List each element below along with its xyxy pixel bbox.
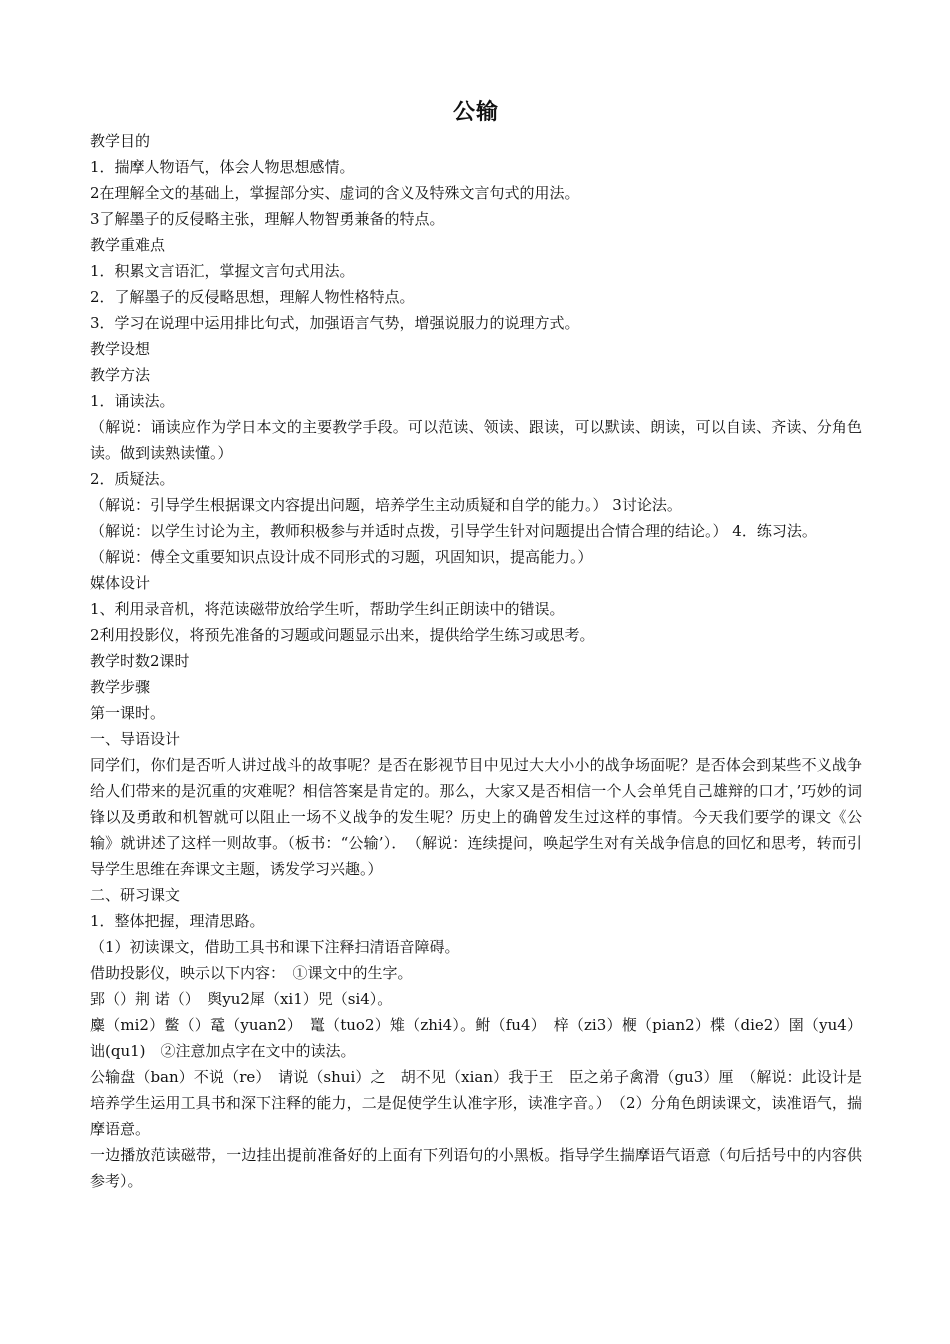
pronunciation-paragraph: 公输盘（ban）不说（re） 请说（shui）之 胡不见（xian）我于王 臣之弟子禽滑（gu3）厘 （解说：此设计是培养学生运用工具书和深下注释的能力，二是促使学生认准字形，读准字音。） （2）分角色朗读课文，读准语气，揣摩语意。 [90, 1068, 862, 1138]
objective-item: 3了解墨子的反侵略主张，理解人物智勇兼备的特点。 [90, 210, 445, 228]
vocabulary-line: 麋（mi2）鳖（）鼋（yuan2） 鼍（tuo2）雉（zhi4）。鲋（fu4） 梓（zi3）楩（pian2）楪（die2）圉（yu4）诎(qu1) ②注意加点字在文中的读法。 [90, 1016, 862, 1060]
step-heading-study: 二、研习课文 [90, 886, 181, 904]
media-item: 2利用投影仪，将预先准备的习题或问题显示出来，提供给学生练习或思考。 [90, 626, 595, 644]
section-heading-methods: 教学方法 [90, 366, 151, 384]
lesson-heading: 第一课时。 [90, 704, 166, 722]
key-point-item: 3．学习在说理中运用排比句式，加强语言气势，增强说服力的说理方式。 [90, 314, 580, 332]
document-title: 公输 [452, 100, 499, 125]
section-heading-objectives: 教学目的 [90, 132, 151, 150]
study-item: 1．整体把握，理清思路。 [90, 912, 265, 930]
projector-note: 借助投影仪，映示以下内容： ①课文中的生字。 [90, 964, 413, 982]
section-heading-steps: 教学步骤 [90, 678, 151, 696]
section-heading-key-points: 教学重难点 [90, 236, 166, 254]
objective-item: 2在理解全文的基础上，掌握部分实、虚词的含义及特殊文言句式的用法。 [90, 184, 580, 202]
method-item: 1．诵读法。 [90, 392, 175, 410]
key-point-item: 2．了解墨子的反侵略思想，理解人物性格特点。 [90, 288, 415, 306]
method-item: 2．质疑法。 [90, 470, 175, 488]
method-explanation: （解说：诵读应作为学日本文的主要教学手段。可以范读、领读、跟读，可以默读、朗读，可以自读、齐读、分角色读。做到读熟读懂。） [90, 418, 862, 462]
intro-paragraph: 同学们，你们是否听人讲过战斗的故事呢？是否在影视节目中见过大大小小的战争场面呢？是否体会到某些不义战争给人们带来的是沉重的灾难呢？相信答案是肯定的。那么，大家又是否相信一个人会单凭自己雄辩的口才，’巧妙的词锋以及勇敢和机智就可以阻止一场不义战争的发生呢？历史上的确曾发生过这样的事情。今天我们要学的课文《公输》就讲述了这样一则故事。（板书：“公输’）． （解说：连续提问，唤起学生对有关战争信息的回忆和思考，转而引导学生思维在奔课文主题，诱发学习兴趣。） [90, 756, 862, 878]
method-explanation: （解说：以学生讨论为主，教师积极参与并适时点拨，引导学生针对问题提出合情合理的结论。） 4．练习法。 [90, 522, 817, 540]
section-heading-concept: 教学设想 [90, 340, 151, 358]
document-page [90, 96, 862, 1194]
study-subitem: （1）初读课文，借助工具书和课下注释扫清语音障碍。 [90, 938, 460, 956]
media-item: 1、利用录音机，将范读磁带放给学生听，帮助学生纠正朗读中的错误。 [90, 600, 565, 618]
method-explanation: （解说：傅全文重要知识点设计成不同形式的习题，巩固知识，提高能力。） [90, 548, 593, 566]
method-explanation: （解说：引导学生根据课文内容提出问题，培养学生主动质疑和自学的能力。） 3讨论法。 [90, 496, 682, 514]
vocabulary-line: 郢（）荆 诺（） 舆yu2犀（xi1）兕（si4）。 [90, 990, 393, 1008]
key-point-item: 1．积累文言语汇，掌握文言句式用法。 [90, 262, 355, 280]
reading-guidance-paragraph: 一边播放范读磁带，一边挂出提前准备好的上面有下列语句的小黑板。指导学生揣摩语气语意（句后括号中的内容供参考）。 [90, 1146, 862, 1190]
objective-item: 1．揣摩人物语气，体会人物思想感情。 [90, 158, 355, 176]
class-hours: 教学时数2课时 [90, 652, 190, 670]
section-heading-media: 媒体设计 [90, 574, 151, 592]
step-heading-intro: 一、导语设计 [90, 730, 181, 748]
